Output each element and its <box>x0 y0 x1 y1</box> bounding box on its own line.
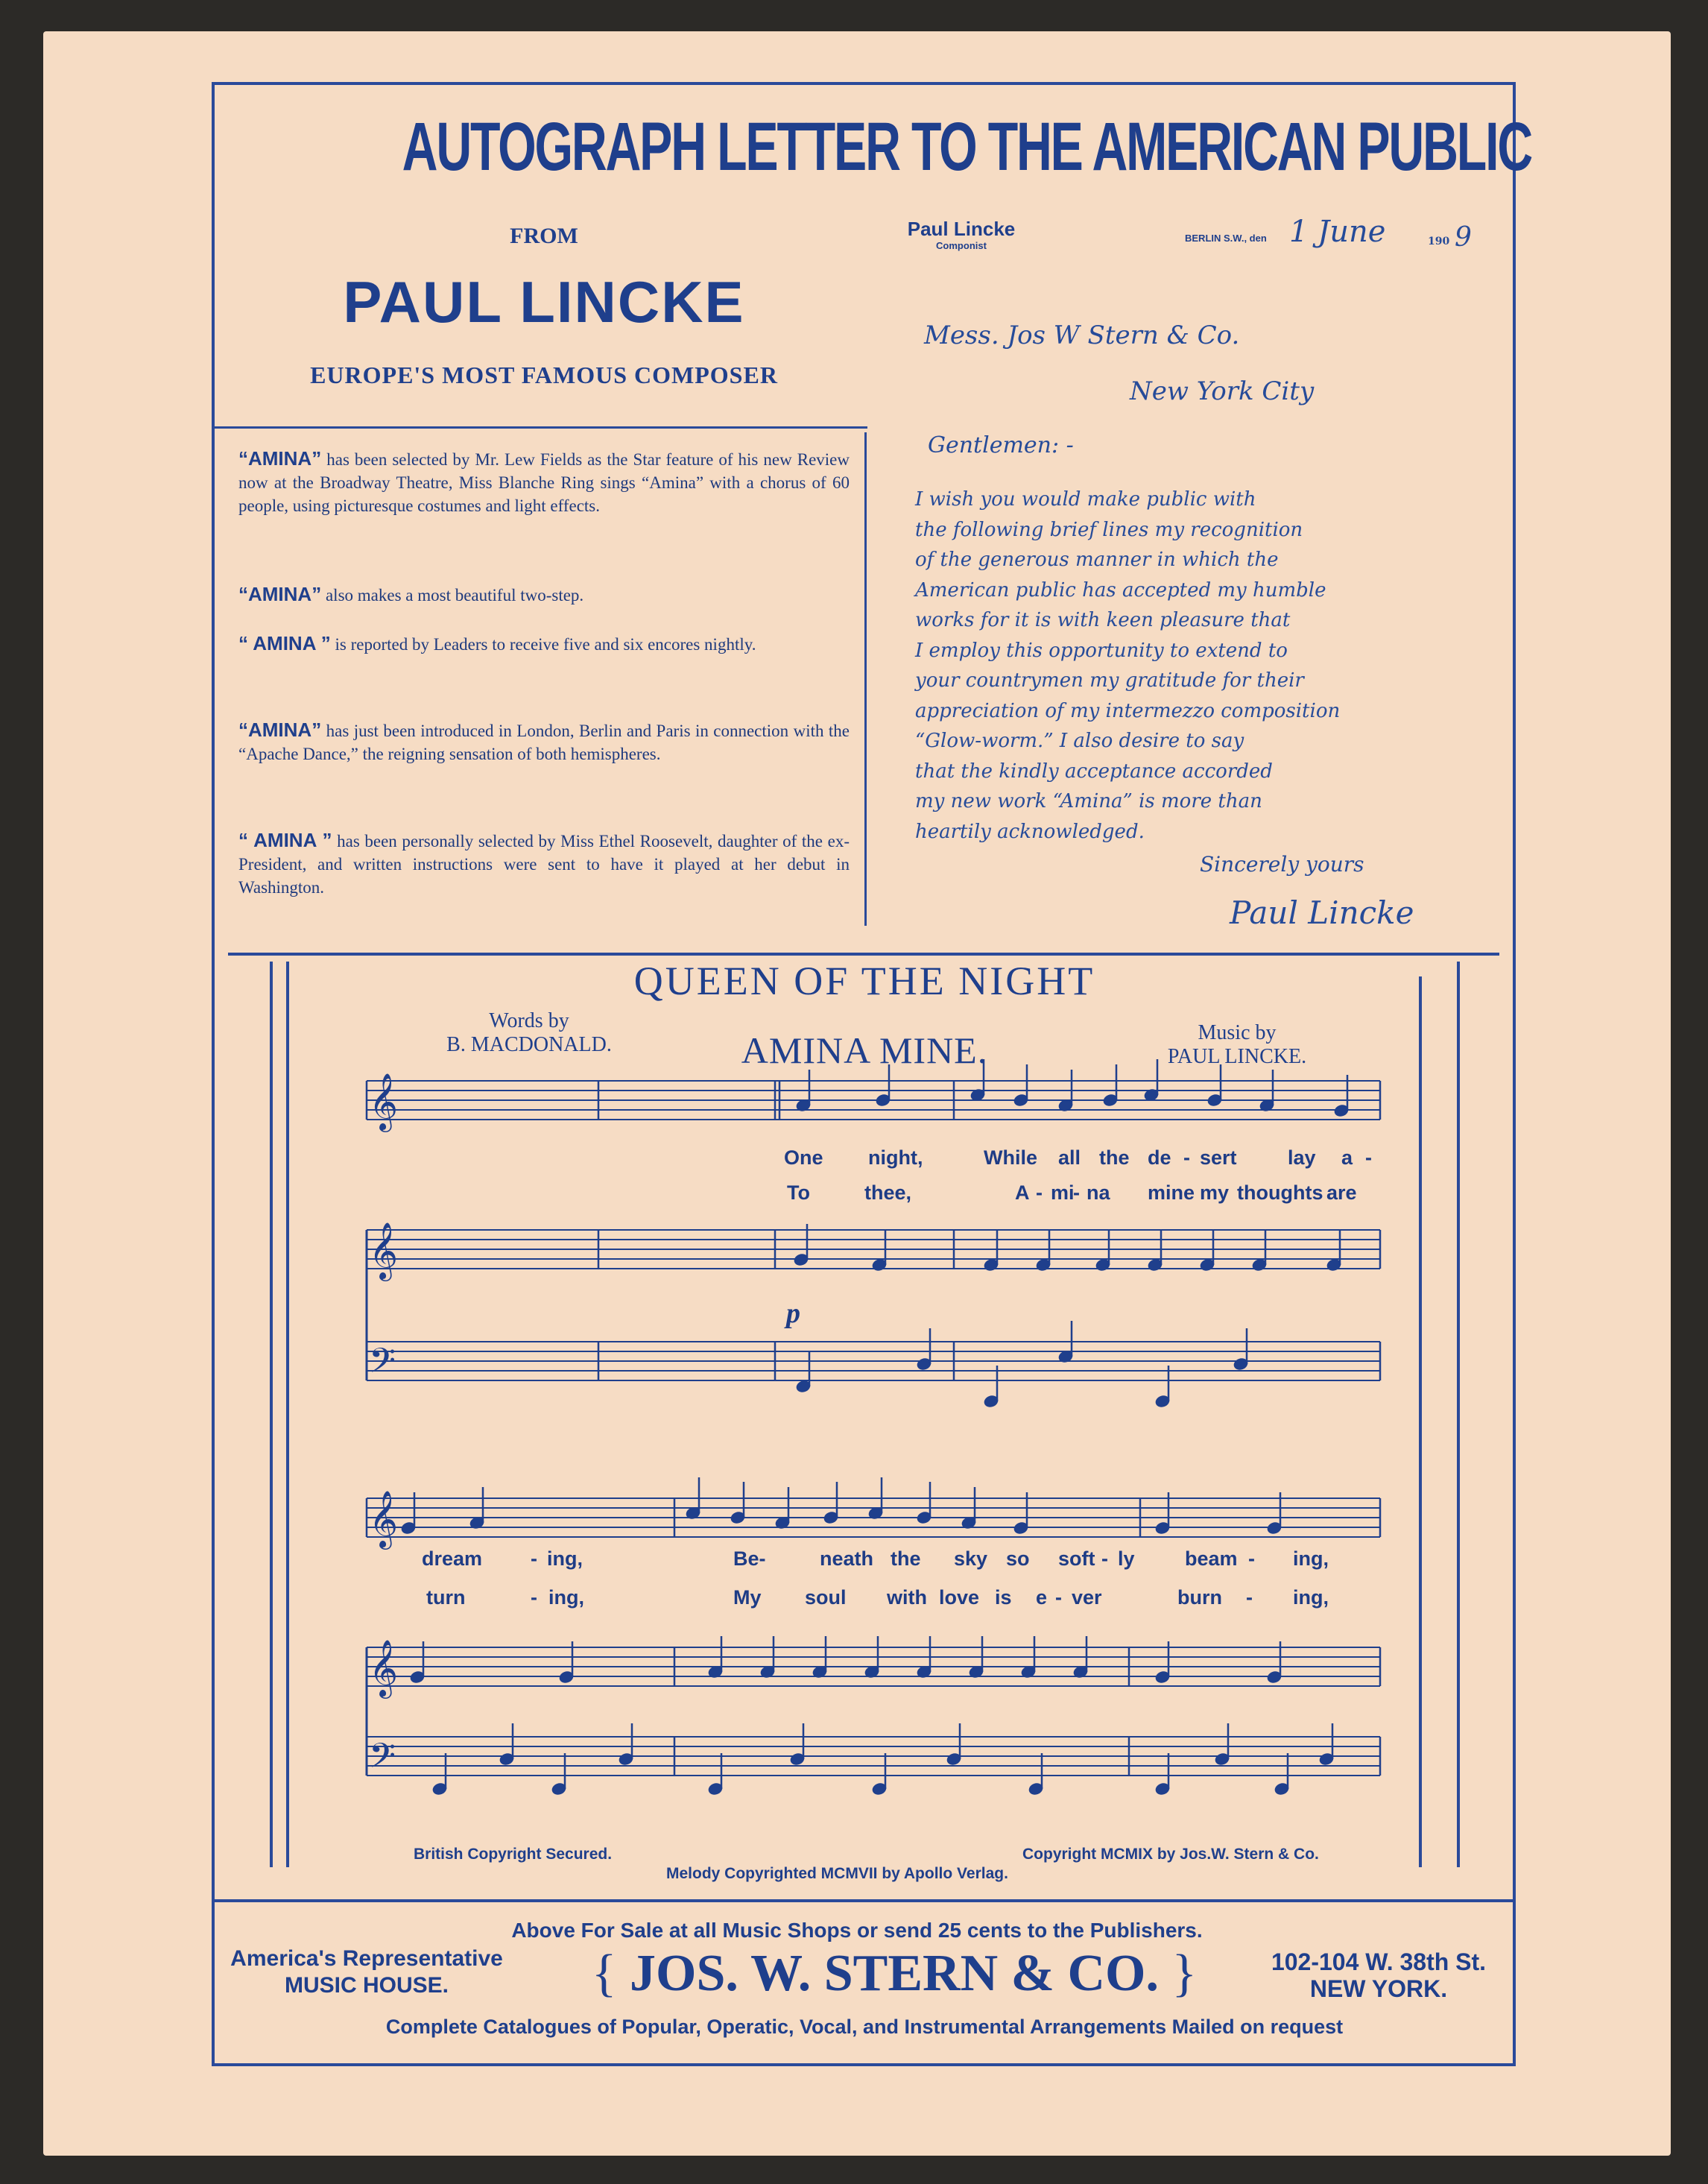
music-composer: PAUL LINCKE. <box>1167 1045 1307 1068</box>
letter-line: appreciation of my intermezzo composition <box>915 699 1341 722</box>
lyric-syllable: is <box>995 1586 1012 1609</box>
letter-line: the following brief lines my recognition <box>915 518 1303 541</box>
claim-head: “ AMINA ” <box>238 829 332 851</box>
lyric-syllable: so <box>1006 1547 1030 1570</box>
lyric-syllable: My <box>733 1586 762 1609</box>
lyric-syllable: - <box>1365 1146 1372 1169</box>
letter-recipient: Mess. Jos W Stern & Co. <box>924 321 1240 350</box>
claim-head: “ AMINA ” <box>238 632 331 654</box>
sale-notice: Above For Sale at all Music Shops or send 25 cents to the Publishers. <box>511 1919 1203 1942</box>
claim-text: has just been introduced in London, Berlin and Paris in connection with the “Apache Dance,” the reigning sensation of both hemispheres. <box>238 722 850 763</box>
clef-glyph: 𝄞 <box>369 1639 399 1697</box>
lyric-syllable: - <box>1036 1181 1043 1204</box>
lyric-syllable: - <box>1248 1547 1255 1570</box>
lyric-syllable: mine <box>1148 1181 1195 1204</box>
lyric-syllable: my <box>1200 1181 1230 1204</box>
lyric-syllable: burn <box>1177 1586 1222 1609</box>
claim-text: is reported by Leaders to receive five and six encores nightly. <box>330 635 756 654</box>
music-title: QUEEN OF THE NIGHT <box>633 959 1095 1003</box>
lyric-syllable: thee, <box>864 1181 912 1204</box>
letter-line: my new work “Amina” is more than <box>915 790 1262 812</box>
claim-text: has been personally selected by Miss Ethel Roosevelt, daughter of the ex-President, and written instructions were sent to have it played at her debut in Washington. <box>238 832 850 897</box>
lyric-syllable: Be- <box>733 1547 766 1570</box>
lyric-syllable: night, <box>868 1146 923 1169</box>
lyric-syllable: soft <box>1058 1547 1095 1570</box>
lyric-syllable: ing, <box>547 1547 583 1570</box>
lyric-syllable: the <box>1099 1146 1130 1169</box>
lyric-syllable: na <box>1087 1181 1110 1204</box>
letter-line: works for it is with keen pleasure that <box>915 609 1291 631</box>
address-line-2: NEW YORK. <box>1309 1975 1448 2002</box>
lyric-syllable: thoughts <box>1237 1181 1323 1204</box>
composer-name: PAUL LINCKE <box>343 269 745 335</box>
lyric-syllable: a <box>1341 1146 1353 1169</box>
music-house-line-2: MUSIC HOUSE. <box>284 1973 449 1998</box>
claim-text: has been selected by Mr. Lew Fields as the Star feature of his new Review now at the Broadway Theatre, Miss Blanche Ring sings “Amina” with a chorus of 60 people, using picturesque costumes and light effects. <box>238 450 850 515</box>
letter-line: your countrymen my gratitude for their <box>915 669 1304 692</box>
lyric-syllable: - <box>531 1547 537 1570</box>
music-house-line-1: America's Representative <box>230 1946 503 1971</box>
letter-line: heartily acknowledged. <box>915 820 1145 843</box>
lyric-syllable: - <box>1183 1146 1190 1169</box>
letter-closing: Sincerely yours <box>1200 852 1364 877</box>
british-copyright: British Copyright Secured. <box>414 1846 613 1863</box>
lyric-syllable: turn <box>426 1586 466 1609</box>
lyric-syllable: ly <box>1118 1547 1135 1570</box>
clef-glyph: 𝄢 <box>369 1736 396 1784</box>
composer-subtitle: EUROPE'S MOST FAMOUS COMPOSER <box>310 362 778 388</box>
lyric-syllable: dream <box>422 1547 483 1570</box>
lyric-syllable: are <box>1326 1181 1357 1204</box>
catalogue-notice: Complete Catalogues of Popular, Operatic, Vocal, and Instrumental Arrangements Mailed on request <box>385 2016 1344 2038</box>
music-label: Music by <box>1198 1021 1277 1044</box>
lyric-syllable: - <box>1055 1586 1062 1609</box>
lyric-syllable: de <box>1148 1146 1171 1169</box>
letter-date-day: 1 June <box>1289 215 1386 249</box>
lyric-syllable: - <box>531 1586 537 1609</box>
lyric-syllable: the <box>891 1547 921 1570</box>
lyric-syllable: lay <box>1288 1146 1316 1169</box>
clef-glyph: 𝄞 <box>369 1073 399 1130</box>
letter-line: I wish you would make public with <box>915 488 1256 511</box>
letter-line: American public has accepted my humble <box>915 578 1326 602</box>
words-label: Words by <box>489 1009 569 1032</box>
dynamic-marking: p <box>786 1298 800 1329</box>
clef-glyph: 𝄞 <box>369 1490 399 1547</box>
melody-copyright: Melody Copyrighted MCMVII by Apollo Verlag. <box>666 1865 1008 1882</box>
brace-right: } <box>1158 1945 1198 2002</box>
lyric-syllable: ing, <box>1293 1547 1329 1570</box>
claim-text: also makes a most beautiful two-step. <box>321 586 584 605</box>
letterhead-role: Componist <box>936 240 987 251</box>
letterhead-name: Paul Lincke <box>907 218 1016 240</box>
letter-city: New York City <box>1130 376 1315 406</box>
lyric-syllable: soul <box>805 1586 847 1609</box>
page-title: AUTOGRAPH LETTER TO THE AMERICAN PUBLIC <box>402 109 1531 185</box>
letter-date-year-suffix: 9 <box>1455 222 1472 253</box>
lyric-syllable: sky <box>954 1547 988 1570</box>
letter-line: I employ this opportunity to extend to <box>915 639 1288 662</box>
brace-left: { <box>591 1945 630 2002</box>
clef-glyph: 𝄢 <box>369 1341 396 1389</box>
publisher-name <box>566 1944 1222 2004</box>
publisher-text: JOS. W. STERN & CO. <box>630 1945 1159 2002</box>
lyric-syllable: e <box>1036 1586 1048 1609</box>
claim-head: “AMINA” <box>238 447 322 470</box>
song-title: AMINA MINE. <box>741 1029 988 1071</box>
lyric-syllable: with <box>887 1586 927 1609</box>
lyric-syllable: beam <box>1185 1547 1238 1570</box>
lyric-syllable: To <box>787 1181 810 1204</box>
lyric-syllable: ing, <box>1293 1586 1329 1609</box>
lyric-syllable: A <box>1015 1181 1030 1204</box>
lyric-syllable: all <box>1058 1146 1081 1169</box>
claim-head: “AMINA” <box>238 719 322 741</box>
lyric-syllable: One <box>784 1146 823 1169</box>
publisher-address <box>1252 1948 1505 2002</box>
lyric-syllable: mi <box>1051 1181 1075 1204</box>
letter-signature: Paul Lincke <box>1230 894 1414 931</box>
lyric-syllable: - <box>1073 1181 1080 1204</box>
claim-head: “AMINA” <box>238 583 322 605</box>
copyright-notice: Copyright MCMIX by Jos.W. Stern & Co. <box>1022 1846 1319 1863</box>
address-line-1: 102-104 W. 38th St. <box>1271 1948 1487 1975</box>
letter-date-year-prefix: 190 <box>1428 236 1450 247</box>
lyric-syllable: ing, <box>548 1586 584 1609</box>
lyric-syllable: - <box>1246 1586 1253 1609</box>
from-label: FROM <box>510 224 578 248</box>
letter-salutation: Gentlemen: - <box>928 432 1074 458</box>
clef-glyph: 𝄞 <box>369 1222 399 1279</box>
letter-line: that the kindly acceptance accorded <box>915 760 1273 783</box>
lyric-syllable: - <box>1101 1547 1108 1570</box>
letter-line: “Glow-worm.” I also desire to say <box>915 730 1244 752</box>
lyric-syllable: While <box>984 1146 1037 1169</box>
lyric-syllable: neath <box>820 1547 874 1570</box>
lyric-syllable: ver <box>1072 1586 1102 1609</box>
lyric-syllable: sert <box>1200 1146 1237 1169</box>
letter-line: of the generous manner in which the <box>915 549 1279 571</box>
lyricist-name: B. MACDONALD. <box>446 1033 612 1056</box>
letter-place: BERLIN S.W., den <box>1185 233 1267 244</box>
music-house-label <box>203 1945 531 1999</box>
lyric-syllable: love <box>939 1586 980 1609</box>
